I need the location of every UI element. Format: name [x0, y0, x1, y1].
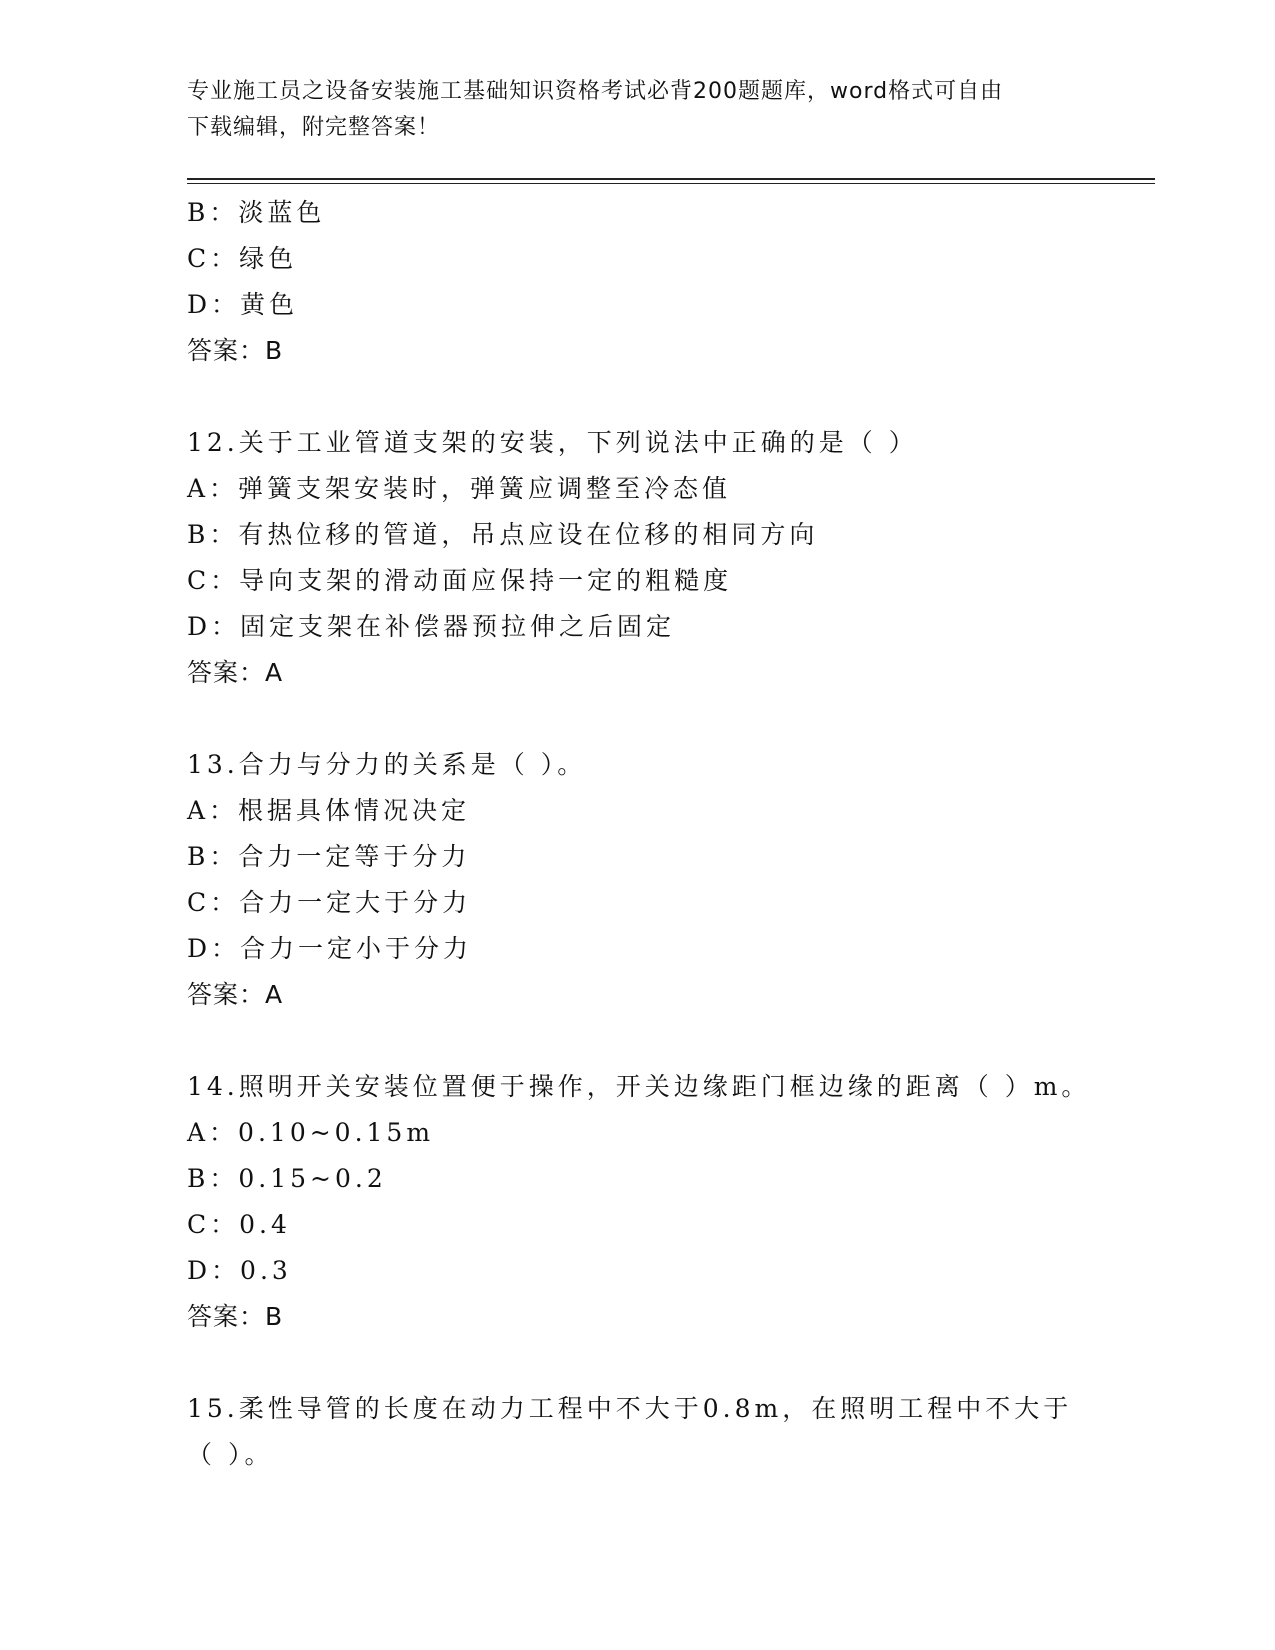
question-stem: 14.照明开关安装位置便于操作，开关边缘距门框边缘的距离（ ）m。	[187, 1072, 1091, 1101]
question-14	[187, 1064, 1091, 1340]
option-d: D：合力一定小于分力	[187, 934, 473, 963]
question-stem: 12.关于工业管道支架的安装，下列说法中正确的是（ ）	[187, 428, 918, 457]
question-13	[187, 742, 1087, 1018]
header-line-1: 专业施工员之设备安装施工基础知识资格考试必背200题题库，word格式可自由	[187, 79, 1004, 104]
option-d: D：0.3	[187, 1256, 292, 1285]
option-c: C：0.4	[187, 1210, 291, 1239]
option-b: B：淡蓝色	[187, 198, 326, 227]
document-header	[187, 74, 1077, 146]
question-15	[187, 1386, 1087, 1478]
question-stem: 13.合力与分力的关系是（ ）。	[187, 750, 587, 779]
option-d: D：黄色	[187, 290, 299, 319]
question-11-continued	[187, 190, 1087, 374]
option-b: B：合力一定等于分力	[187, 842, 471, 871]
question-stem: 15.柔性导管的长度在动力工程中不大于0.8m，在照明工程中不大于（ ）。	[187, 1394, 1073, 1469]
option-c: C：导向支架的滑动面应保持一定的粗糙度	[187, 566, 733, 595]
option-a: A：弹簧支架安装时，弹簧应调整至冷态值	[187, 474, 732, 503]
option-a: A：0.10~0.15m	[187, 1118, 435, 1147]
option-b: B：有热位移的管道，吊点应设在位移的相同方向	[187, 520, 819, 549]
question-list	[187, 190, 1091, 1478]
option-b: B：0.15~0.2	[187, 1164, 387, 1193]
question-12	[187, 420, 1087, 696]
option-c: C：绿色	[187, 244, 298, 273]
header-divider-thin	[187, 183, 1155, 184]
answer-line: 答案：B	[187, 336, 284, 365]
answer-line: 答案：B	[187, 1302, 284, 1331]
option-c: C：合力一定大于分力	[187, 888, 472, 917]
option-a: A：根据具体情况决定	[187, 796, 471, 825]
answer-line: 答案：A	[187, 980, 284, 1009]
header-line-2: 下载编辑，附完整答案！	[187, 115, 441, 140]
answer-line: 答案：A	[187, 658, 284, 687]
header-divider-thick	[187, 178, 1155, 180]
option-d: D：固定支架在补偿器预拉伸之后固定	[187, 612, 676, 641]
